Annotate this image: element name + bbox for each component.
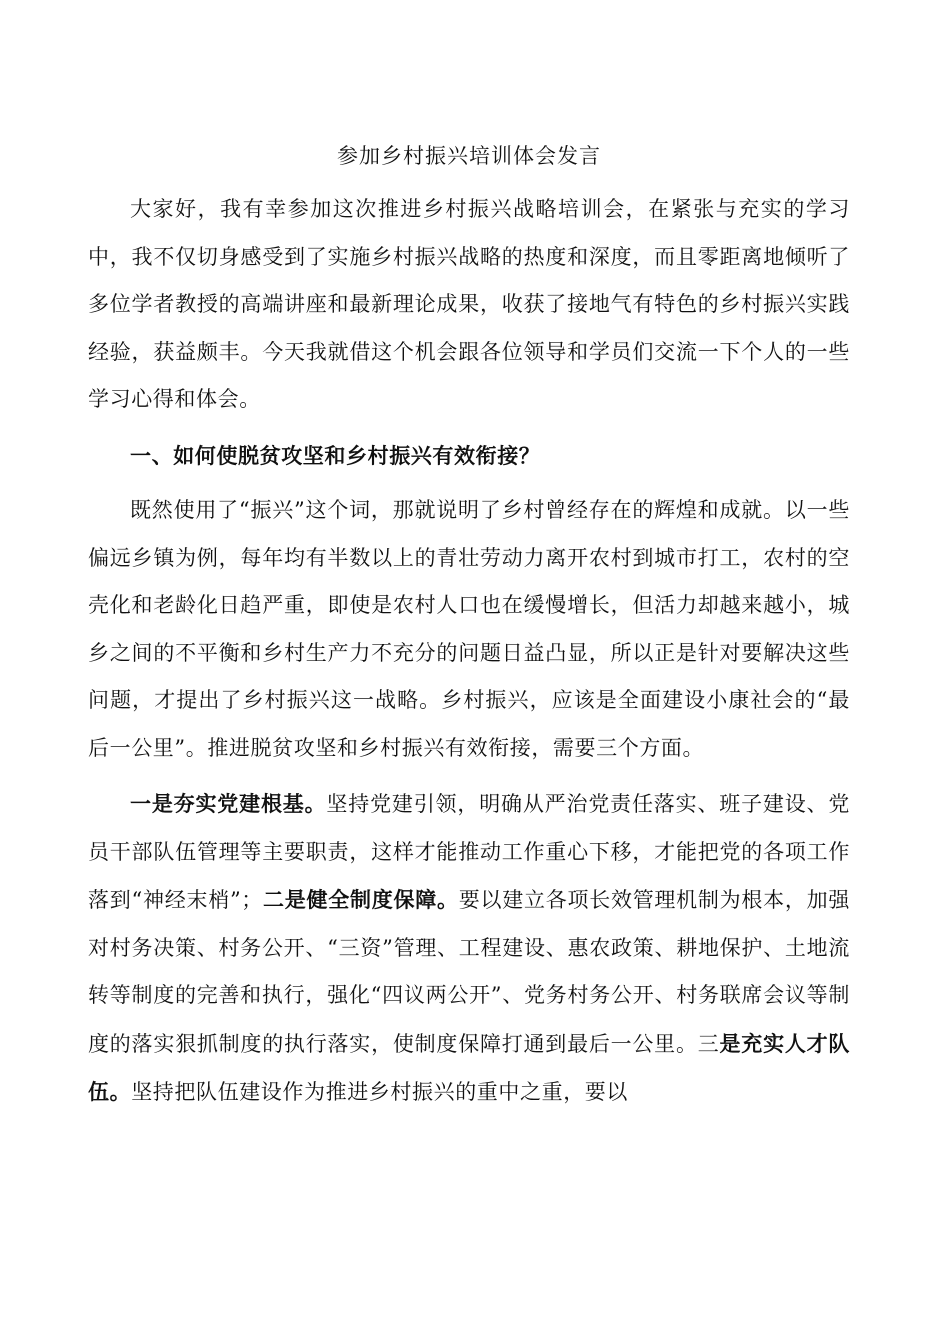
measure-lead-3: 是充实人才队伍。 [88,1030,850,1104]
section-paragraph: 既然使用了“振兴”这个词，那就说明了乡村曾经存在的辉煌和成就。以一些偏远乡镇为例，每年均有半数以上的青壮劳动力离开农村到城市打工，农村的空壳化和老龄化日趋严重，即使是农村人口也在缓慢增长，但活力却越来越小，城乡之间的不平衡和乡村生产力不充分的问题日益凸显，所以正是针对要解决这些问题，才提出了乡村振兴这一战略。乡村振兴，应该是全面建设小康社会的“最后一公里”。推进脱贫攻坚和乡村振兴有效衔接，需要三个方面。 [88,498,850,760]
section-heading: 一、如何使脱贫攻坚和乡村振兴有效衔接？ [130,442,541,468]
measure-lead-1: 一是夯实党建根基。 [130,791,327,816]
document-title: 参加乡村振兴培训体会发言 [337,144,601,168]
measure-text-3: 坚持把队伍建设作为推进乡村振兴的重中之重，要以 [131,1080,629,1104]
measure-lead-2: 二是健全制度保障。 [262,887,459,912]
measures-paragraph [88,780,850,1117]
document-page [88,140,850,1125]
measure-text-2: 要以建立各项长效管理机制为根本，加强对村务决策、村务公开、“三资”管理、工程建设、惠农政策、耕地保护、土地流转等制度的完善和执行，强化“四议两公开”、党务村务公开、村务联席会议等制度的落实狠抓制度的执行落实，使制度保障打通到最后一公里。三 [88,888,850,1056]
intro-paragraph: 大家好，我有幸参加这次推进乡村振兴战略培训会，在紧张与充实的学习中，我不仅切身感受到了实施乡村振兴战略的热度和深度，而且零距离地倾听了多位学者教授的高端讲座和最新理论成果，收获了接地气有特色的乡村振兴实践经验，获益颇丰。今天我就借这个机会跟各位领导和学员们交流一下个人的一些学习心得和体会。 [88,197,850,411]
measure-text-1: 坚持党建引领，明确从严治党责任落实、班子建设、党员干部队伍管理等主要职责，这样才能推动工作重心下移，才能把党的各项工作落到“神经末梢”； [88,792,850,912]
